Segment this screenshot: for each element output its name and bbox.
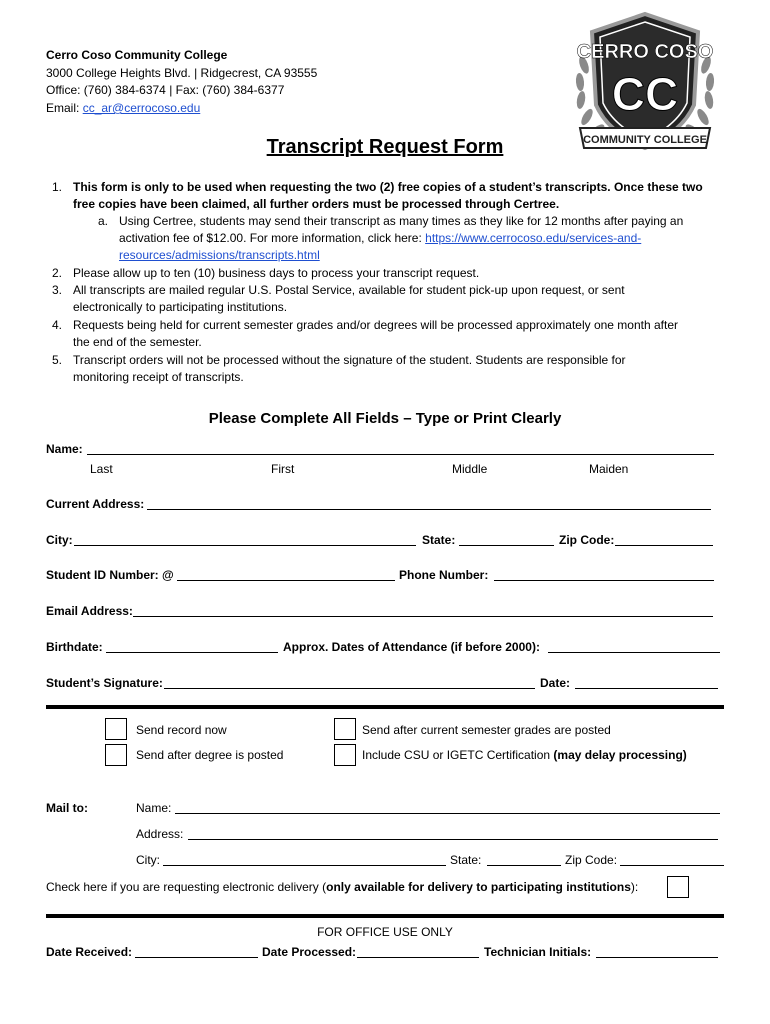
item-2-number: 2. [52,266,63,280]
signature-label: Student’s Signature: [46,676,163,690]
logo-top-text: CERRO COSO [576,41,714,63]
item-3-number: 3. [52,283,63,297]
item-4-line-2: the end of the semester. [73,335,202,349]
item-3-line-1: All transcripts are mailed regular U.S. Postal Service, available for student pick-up upon request, or sent [73,283,625,297]
send-now-label: Send record now [136,723,227,737]
item-1-line-1: This form is only to be used when requesting the two (2) free copies of a student’s transcripts. Once these two [73,180,703,194]
item-1a-line-2 [119,230,641,247]
date-label: Date: [540,676,571,690]
item-1-line-2: free copies have been claimed, all further orders must be processed through Certree. [73,197,560,211]
name-sublabel-last: Last [90,462,113,476]
name-label: Name: [46,442,83,456]
include-csu-label [362,748,687,762]
date-field[interactable] [575,688,718,689]
electronic-delivery-checkbox[interactable] [667,876,689,898]
item-1-line-2-text: free copies have been claimed, all further orders must be processed through Certree [73,197,556,211]
mail-zip-field[interactable] [620,865,724,866]
section-divider-2 [46,914,724,918]
section-heading: Please Complete All Fields – Type or Print Clearly [208,410,562,427]
transcripts-link-part-2[interactable]: resources/admissions/transcripts.html [119,248,320,262]
attendance-label: Approx. Dates of Attendance (if before 2000): [283,640,540,654]
current-address-label: Current Address: [46,497,145,511]
college-email-row [46,101,200,115]
email-address-field[interactable] [133,616,713,617]
mail-to-label: Mail to: [46,801,88,815]
date-received-label: Date Received: [46,945,133,959]
include-csu-text: Include CSU or IGETC Certification [362,748,554,762]
send-after-grades-checkbox[interactable] [334,718,356,740]
email-label: Email: [46,101,80,115]
transcripts-link-part-1[interactable]: https://www.cerrocoso.edu/services-and- [425,231,642,245]
mail-city-field[interactable] [163,865,446,866]
current-address-field[interactable] [147,509,711,510]
send-after-degree-label: Send after degree is posted [136,748,284,762]
zip-label: Zip Code: [559,533,615,547]
item-5-line-2: monitoring receipt of transcripts. [73,370,244,384]
electronic-delivery-lead: Check here if you are requesting electronic delivery ( [46,880,327,894]
send-after-degree-checkbox[interactable] [105,744,127,766]
phone-label: Phone Number: [399,568,489,582]
name-sublabel-first: First [271,462,295,476]
date-processed-label: Date Processed: [262,945,357,959]
name-field[interactable] [87,454,714,455]
mail-state-label: State: [450,853,482,867]
name-sublabel-maiden: Maiden [589,462,629,476]
include-csu-note: (may delay processing) [553,748,687,762]
date-received-field[interactable] [135,957,258,958]
name-sublabel-middle: Middle [452,462,488,476]
email-link[interactable]: cc_ar@cerrocoso.edu [82,101,201,115]
mail-address-field[interactable] [188,839,718,840]
item-1a-number: a. [98,214,109,228]
city-field[interactable] [74,545,416,546]
item-4-number: 4. [52,318,63,332]
logo-banner-text: COMMUNITY COLLEGE [583,134,707,146]
item-1-number: 1. [52,180,63,194]
section-divider-1 [46,705,724,709]
signature-field[interactable] [164,688,535,689]
item-1a-line-1: Using Certree, students may send their transcript as many times as they like for 12 months after paying an [119,214,684,228]
include-csu-checkbox[interactable] [334,744,356,766]
zip-field[interactable] [615,545,713,546]
state-label: State: [422,533,456,547]
logo-monogram: CC [611,68,679,120]
mail-name-field[interactable] [175,813,720,814]
item-5-line-1: Transcript orders will not be processed without the signature of the student. Students are responsible for [73,353,626,367]
phone-field[interactable] [494,580,714,581]
item-2-text: Please allow up to ten (10) business days to process your transcript request. [73,266,480,280]
mail-city-label: City: [136,853,160,867]
student-id-field[interactable] [177,580,395,581]
mail-name-label: Name: [136,801,172,815]
electronic-delivery-text [46,880,638,894]
state-field[interactable] [459,545,554,546]
birthdate-field[interactable] [106,652,278,653]
send-after-grades-label: Send after current semester grades are posted [362,723,611,737]
item-3-line-2: electronically to participating institutions. [73,300,288,314]
item-5-number: 5. [52,353,63,367]
technician-initials-field[interactable] [596,957,718,958]
mail-zip-label: Zip Code: [565,853,618,867]
item-1a-line-2-text: activation fee of $12.00. For more information, click here: [119,231,426,245]
attendance-field[interactable] [548,652,720,653]
page-title: Transcript Request Form [266,136,504,158]
birthdate-label: Birthdate: [46,640,103,654]
college-phone-fax: Office: (760) 384-6374 | Fax: (760) 384-6377 [46,83,285,97]
technician-initials-label: Technician Initials: [484,945,592,959]
item-4-line-1: Requests being held for current semester grades and/or degrees will be processed approximately one month after [73,318,678,332]
college-name: Cerro Coso Community College [46,48,228,62]
office-use-heading: FOR OFFICE USE ONLY [317,925,453,939]
mail-state-field[interactable] [487,865,561,866]
college-address: 3000 College Heights Blvd. | Ridgecrest, CA 93555 [46,66,318,80]
city-label: City: [46,533,73,547]
mail-address-label: Address: [136,827,184,841]
student-id-label: Student ID Number: @ [46,568,174,582]
electronic-delivery-close: ): [630,880,639,894]
electronic-delivery-note: only available for delivery to participating institutions [326,880,631,894]
date-processed-field[interactable] [357,957,479,958]
send-now-checkbox[interactable] [105,718,127,740]
email-address-label: Email Address: [46,604,133,618]
